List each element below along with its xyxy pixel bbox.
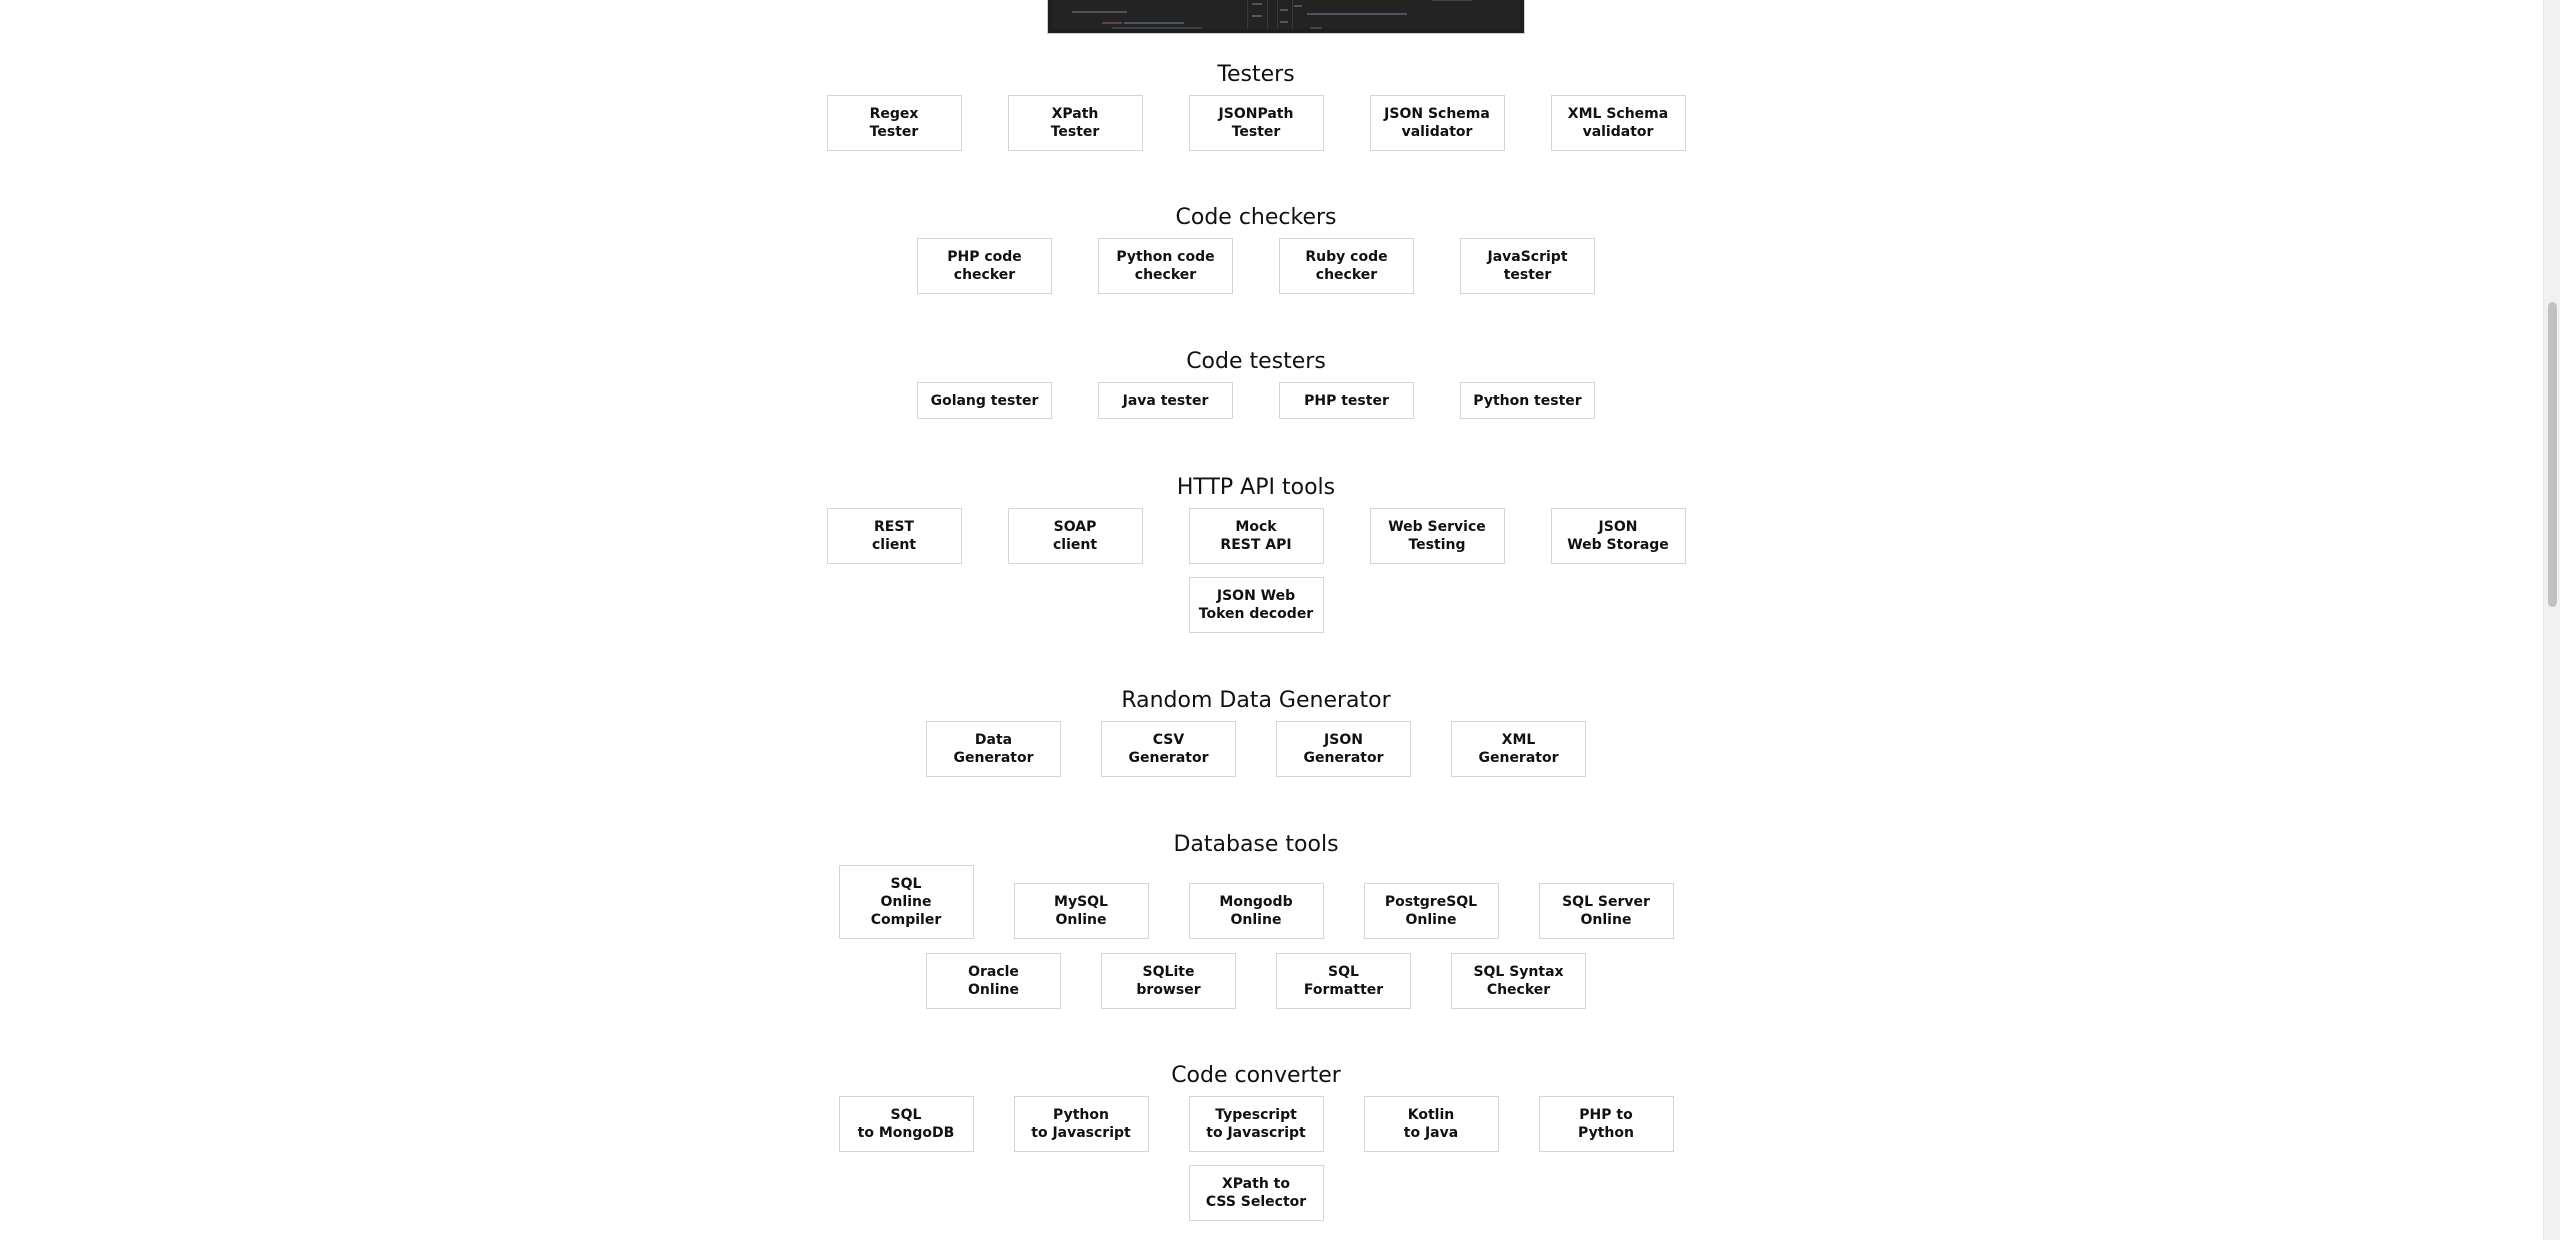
php-tester-button[interactable]: PHP tester (1279, 382, 1414, 419)
php-to-python-button[interactable]: PHP to Python (1539, 1096, 1674, 1152)
tool-row (0, 721, 2512, 777)
kotlin-to-java-button[interactable]: Kotlin to Java (1364, 1096, 1499, 1152)
xpath-to-css-selector-button[interactable]: XPath to CSS Selector (1189, 1165, 1324, 1221)
sql-to-mongodb-button[interactable]: SQL to MongoDB (839, 1096, 974, 1152)
javascript-tester-button[interactable]: JavaScript tester (1460, 238, 1595, 294)
python-to-javascript-button[interactable]: Python to Javascript (1014, 1096, 1149, 1152)
json-web-storage-button[interactable]: JSON Web Storage (1551, 508, 1686, 564)
php-code-checker-button[interactable]: PHP code checker (917, 238, 1052, 294)
section-title: HTTP API tools (1176, 475, 1336, 500)
mysql-online-button[interactable]: MySQL Online (1014, 883, 1149, 939)
section-title: Testers (1217, 62, 1295, 87)
section-title: Code converter (1171, 1063, 1341, 1088)
sql-formatter-button[interactable]: SQL Formatter (1276, 953, 1411, 1009)
code-editor-image (1052, 0, 1520, 29)
data-generator-button[interactable]: Data Generator (926, 721, 1061, 777)
xml-generator-button[interactable]: XML Generator (1451, 721, 1586, 777)
section-title: Random Data Generator (1121, 688, 1391, 713)
rest-client-button[interactable]: REST client (827, 508, 962, 564)
section-title: Database tools (1173, 832, 1339, 857)
sql-online-compiler-button[interactable]: SQL Online Compiler (839, 865, 974, 939)
code-editor-screenshot (1047, 0, 1525, 34)
tool-row (0, 865, 2512, 939)
tool-row (0, 577, 2512, 633)
section-title: Code testers (1186, 349, 1326, 374)
java-tester-button[interactable]: Java tester (1098, 382, 1233, 419)
sql-server-online-button[interactable]: SQL Server Online (1539, 883, 1674, 939)
xml-schema-validator-button[interactable]: XML Schema validator (1551, 95, 1686, 151)
scrollbar-thumb[interactable] (2548, 302, 2557, 607)
section-testers (0, 62, 2512, 151)
jsonpath-tester-button[interactable]: JSONPath Tester (1189, 95, 1324, 151)
section-code-checkers (0, 205, 2512, 294)
typescript-to-javascript-button[interactable]: Typescript to Javascript (1189, 1096, 1324, 1152)
soap-client-button[interactable]: SOAP client (1008, 508, 1143, 564)
sql-syntax-checker-button[interactable]: SQL Syntax Checker (1451, 953, 1586, 1009)
section-code-converter (0, 1063, 2512, 1221)
section-database-tools (0, 832, 2512, 1009)
tool-row (0, 1165, 2512, 1221)
tool-row (0, 508, 2512, 564)
json-schema-validator-button[interactable]: JSON Schema validator (1370, 95, 1505, 151)
csv-generator-button[interactable]: CSV Generator (1101, 721, 1236, 777)
section-random-data-generator (0, 688, 2512, 777)
mock-rest-api-button[interactable]: Mock REST API (1189, 508, 1324, 564)
oracle-online-button[interactable]: Oracle Online (926, 953, 1061, 1009)
section-http-api-tools (0, 475, 2512, 633)
tool-row (0, 382, 2512, 419)
tool-row (0, 953, 2512, 1009)
tool-row (0, 95, 2512, 151)
xpath-tester-button[interactable]: XPath Tester (1008, 95, 1143, 151)
ruby-code-checker-button[interactable]: Ruby code checker (1279, 238, 1414, 294)
sqlite-browser-button[interactable]: SQLite browser (1101, 953, 1236, 1009)
python-tester-button[interactable]: Python tester (1460, 382, 1595, 419)
tool-row (0, 1096, 2512, 1152)
regex-tester-button[interactable]: Regex Tester (827, 95, 962, 151)
python-code-checker-button[interactable]: Python code checker (1098, 238, 1233, 294)
jwt-decoder-button[interactable]: JSON Web Token decoder (1189, 577, 1324, 633)
json-generator-button[interactable]: JSON Generator (1276, 721, 1411, 777)
postgresql-online-button[interactable]: PostgreSQL Online (1364, 883, 1499, 939)
golang-tester-button[interactable]: Golang tester (917, 382, 1052, 419)
tool-row (0, 238, 2512, 294)
section-code-testers (0, 349, 2512, 419)
section-title: Code checkers (1175, 205, 1337, 230)
vertical-scrollbar[interactable] (2543, 0, 2560, 1240)
mongodb-online-button[interactable]: Mongodb Online (1189, 883, 1324, 939)
web-service-testing-button[interactable]: Web Service Testing (1370, 508, 1505, 564)
